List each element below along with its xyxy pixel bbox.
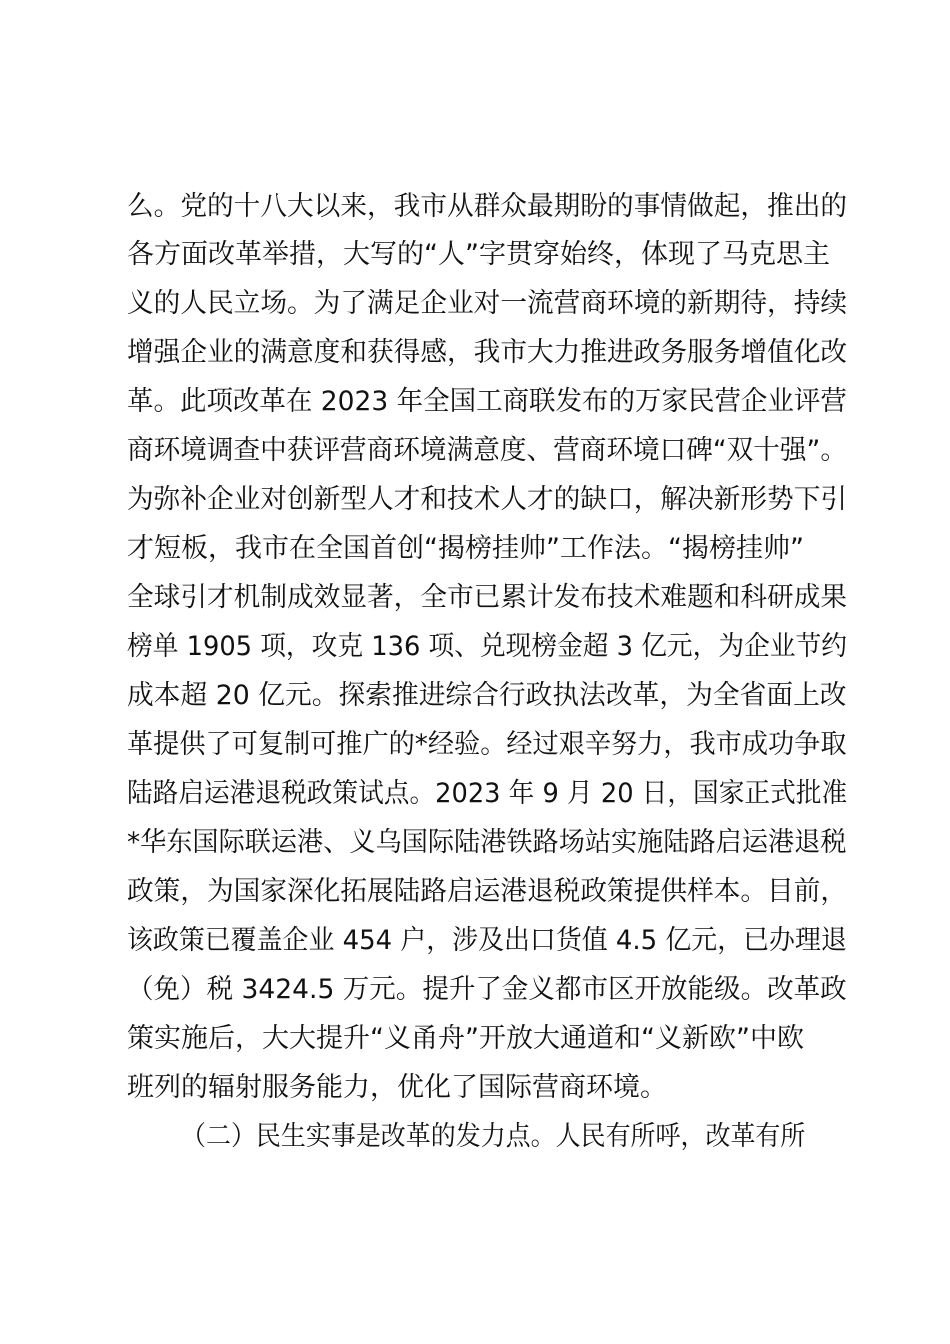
text-line-7: 为弥补企业对创新型人才和技术人才的缺口，解决新形势下引	[127, 484, 848, 515]
text-line-9: 全球引才机制成效显著，全市已累计发布技术难题和科研成果	[127, 582, 848, 613]
text-line-13: 陆路启运港退税政策试点。2023 年 9 月 20 日，国家正式批准	[127, 778, 848, 809]
text-line-4: 增强企业的满意度和获得感，我市大力推进政务服务增值化改	[127, 337, 848, 368]
text-line-6: 商环境调查中获评营商环境满意度、营商环境口碑“双十强”。	[127, 435, 847, 466]
text-line-19: 班列的辐射服务能力，优化了国际营商环境。	[127, 1072, 667, 1103]
text-line-15: 政策，为国家深化拓展陆路启运港退税政策提供样本。目前，	[127, 876, 848, 907]
text-line-17: （免）税 3424.5 万元。提升了金义都市区开放能级。改革政	[127, 974, 847, 1005]
text-line-5: 革。此项改革在 2023 年全国工商联发布的万家民营企业评营	[127, 386, 847, 417]
text-line-18: 策实施后，大大提升“义甬舟”开放大通道和“义新欧”中欧	[127, 1023, 804, 1054]
text-line-1: 么。党的十八大以来，我市从群众最期盼的事情做起，推出的	[127, 191, 848, 222]
section-heading-line: （二）民生实事是改革的发力点。人民有所呼，改革有所	[181, 1121, 806, 1152]
text-line-2: 各方面改革举措，大写的“人”字贯穿始终，体现了马克思主	[127, 239, 830, 270]
text-line-14: *华东国际联运港、义乌国际陆港铁路场站实施陆路启运港退税	[127, 827, 847, 858]
text-line-11: 成本超 20 亿元。探索推进综合行政执法改革，为全省面上改	[127, 680, 847, 711]
text-line-16: 该政策已覆盖企业 454 户，涉及出口货值 4.5 亿元，已办理退	[127, 925, 847, 956]
text-line-3: 义的人民立场。为了满足企业对一流营商环境的新期待，持续	[127, 288, 848, 319]
text-line-8: 才短板，我市在全国首创“揭榜挂帅”工作法。“揭榜挂帅”	[127, 533, 804, 564]
text-line-10: 榜单 1905 项，攻克 136 项、兑现榜金超 3 亿元，为企业节约	[127, 631, 847, 662]
text-line-12: 革提供了可复制可推广的*经验。经过艰辛努力，我市成功争取	[127, 729, 847, 760]
